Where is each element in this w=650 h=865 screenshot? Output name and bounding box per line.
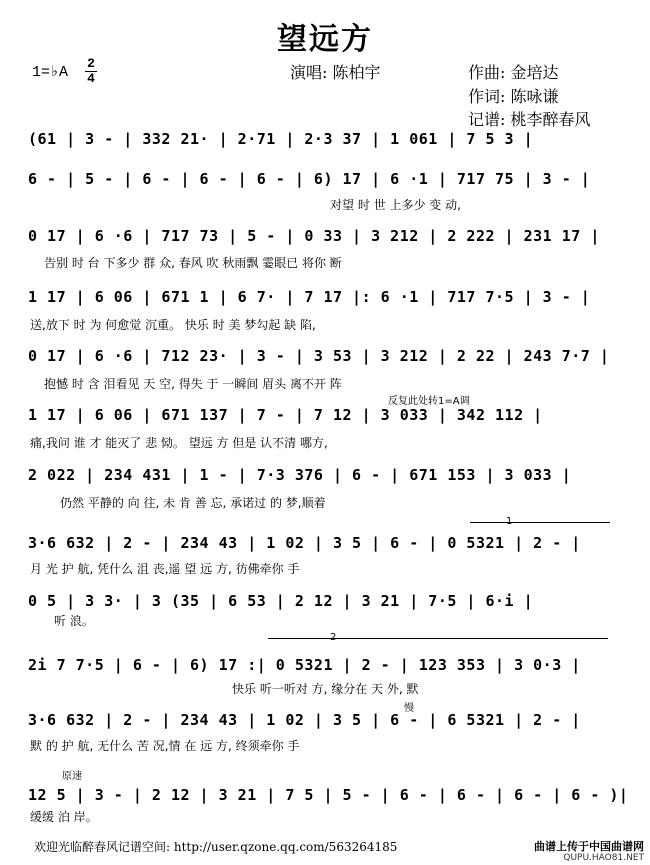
score-row-4: 1 17 | 6 06 | 671 1 | 6 7· | 7 17 |: 6 ·1 | 717 7·5 | 3 - | <box>28 288 591 306</box>
lyric-row-8: 月 光 护 航, 凭什么 沮 丧,遥 望 远 方, 彷佛牵你 手 <box>30 562 300 576</box>
score-row-10: 2i 7 7·5 | 6 - | 6) 17 :| 0 5321 | 2 - | 123 353 | 3 0·3 | <box>28 656 581 674</box>
watermark: 曲谱上传于中国曲谱网 <box>534 840 644 853</box>
volta-2-bracket <box>268 638 608 639</box>
lyric-row-7: 仍然 平静的 向 往, 未 肯 善 忘, 承诺过 的 梦,顺着 <box>60 496 326 510</box>
footer-text: 欢迎光临醉春风记谱空间: http://user.qzone.qq.com/563264185 <box>34 840 398 854</box>
score-row-3: 0 17 | 6 ·6 | 717 73 | 5 - | 0 33 | 3 212 | 2 222 | 231 17 | <box>28 227 600 245</box>
score-row-1: (61 | 3 - | 332 21· | 2·71 | 2·3 37 | 1 061 | 7 5 3 | <box>28 130 534 148</box>
lyric-row-5: 抱憾 时 含 泪看见 天 空, 得失 于 一瞬间 眉头 离不开 阵 <box>44 377 342 391</box>
lyric-row-6: 痛,我问 谁 才 能灭了 悲 恸。 望远 方 但是 认不清 哪方, <box>30 436 328 450</box>
volta-1-bracket <box>470 522 610 523</box>
lyric-row-10: 快乐 听一听对 方, 缘分在 天 外, 默 <box>232 682 419 696</box>
composer-credit: 作曲: 金培达 <box>468 63 559 82</box>
time-signature-bottom: 4 <box>87 71 95 86</box>
score-row-7: 2 022 | 234 431 | 1 - | 7·3 376 | 6 - | 671 153 | 3 033 | <box>28 466 572 484</box>
lyricist-credit: 作词: 陈咏谦 <box>468 87 559 106</box>
score-row-11: 3·6 632 | 2 - | 234 43 | 1 02 | 3 5 | 6 - | 6 5321 | 2 - | <box>28 711 581 729</box>
time-signature-top: 2 <box>87 56 95 71</box>
slow-marking: 慢 <box>404 703 414 714</box>
watermark-url: QUPU.HAO81.NET <box>563 853 644 863</box>
score-row-8: 3·6 632 | 2 - | 234 43 | 1 02 | 3 5 | 6 - | 0 5321 | 2 - | <box>28 534 581 552</box>
tempo-marking: 原速 <box>62 771 82 782</box>
score-row-12: 12 5 | 3 - | 2 12 | 3 21 | 7 5 | 5 - | 6 - | 6 - | 6 - | 6 - )| <box>28 786 629 804</box>
page-title: 望远方 <box>277 22 373 57</box>
key-signature: 1=♭A <box>32 64 69 81</box>
score-row-6: 1 17 | 6 06 | 671 137 | 7 - | 7 12 | 3 033 | 342 112 | <box>28 406 543 424</box>
volta-2-label: 2 <box>330 632 337 643</box>
score-row-5: 0 17 | 6 ·6 | 712 23· | 3 - | 3 53 | 3 212 | 2 22 | 243 7·7 | <box>28 347 610 365</box>
lyric-row-11: 默 的 护 航, 无什么 苦 况,情 在 远 方, 终须牵你 手 <box>30 739 300 753</box>
time-signature <box>84 57 98 86</box>
key-change-annotation: 反复此处转1=A调 <box>388 396 470 407</box>
volta-1-label: 1 <box>506 516 513 527</box>
lyric-row-2: 对望 时 世 上多少 变 动, <box>330 198 461 212</box>
lyric-row-4: 送,放下 时 为 何愈觉 沉重。 快乐 时 美 梦勾起 缺 陷, <box>30 318 316 332</box>
lyric-row-12: 缓缓 泊 岸。 <box>30 810 98 824</box>
singer-credit: 演唱: 陈柏宇 <box>290 63 381 82</box>
transcriber-credit: 记谱: 桃李醉春风 <box>468 110 591 129</box>
lyric-row-9: 听 浪。 <box>54 614 94 628</box>
score-row-9: 0 5 | 3 3· | 3 (35 | 6 53 | 2 12 | 3 21 | 7·5 | 6·i | <box>28 592 534 610</box>
score-row-2: 6 - | 5 - | 6 - | 6 - | 6 - | 6) 17 | 6 ·1 | 717 75 | 3 - | <box>28 170 591 188</box>
lyric-row-3: 告别 时 台 下多少 群 众, 春风 吹 秋雨飘 霎眼已 将你 断 <box>44 256 342 270</box>
